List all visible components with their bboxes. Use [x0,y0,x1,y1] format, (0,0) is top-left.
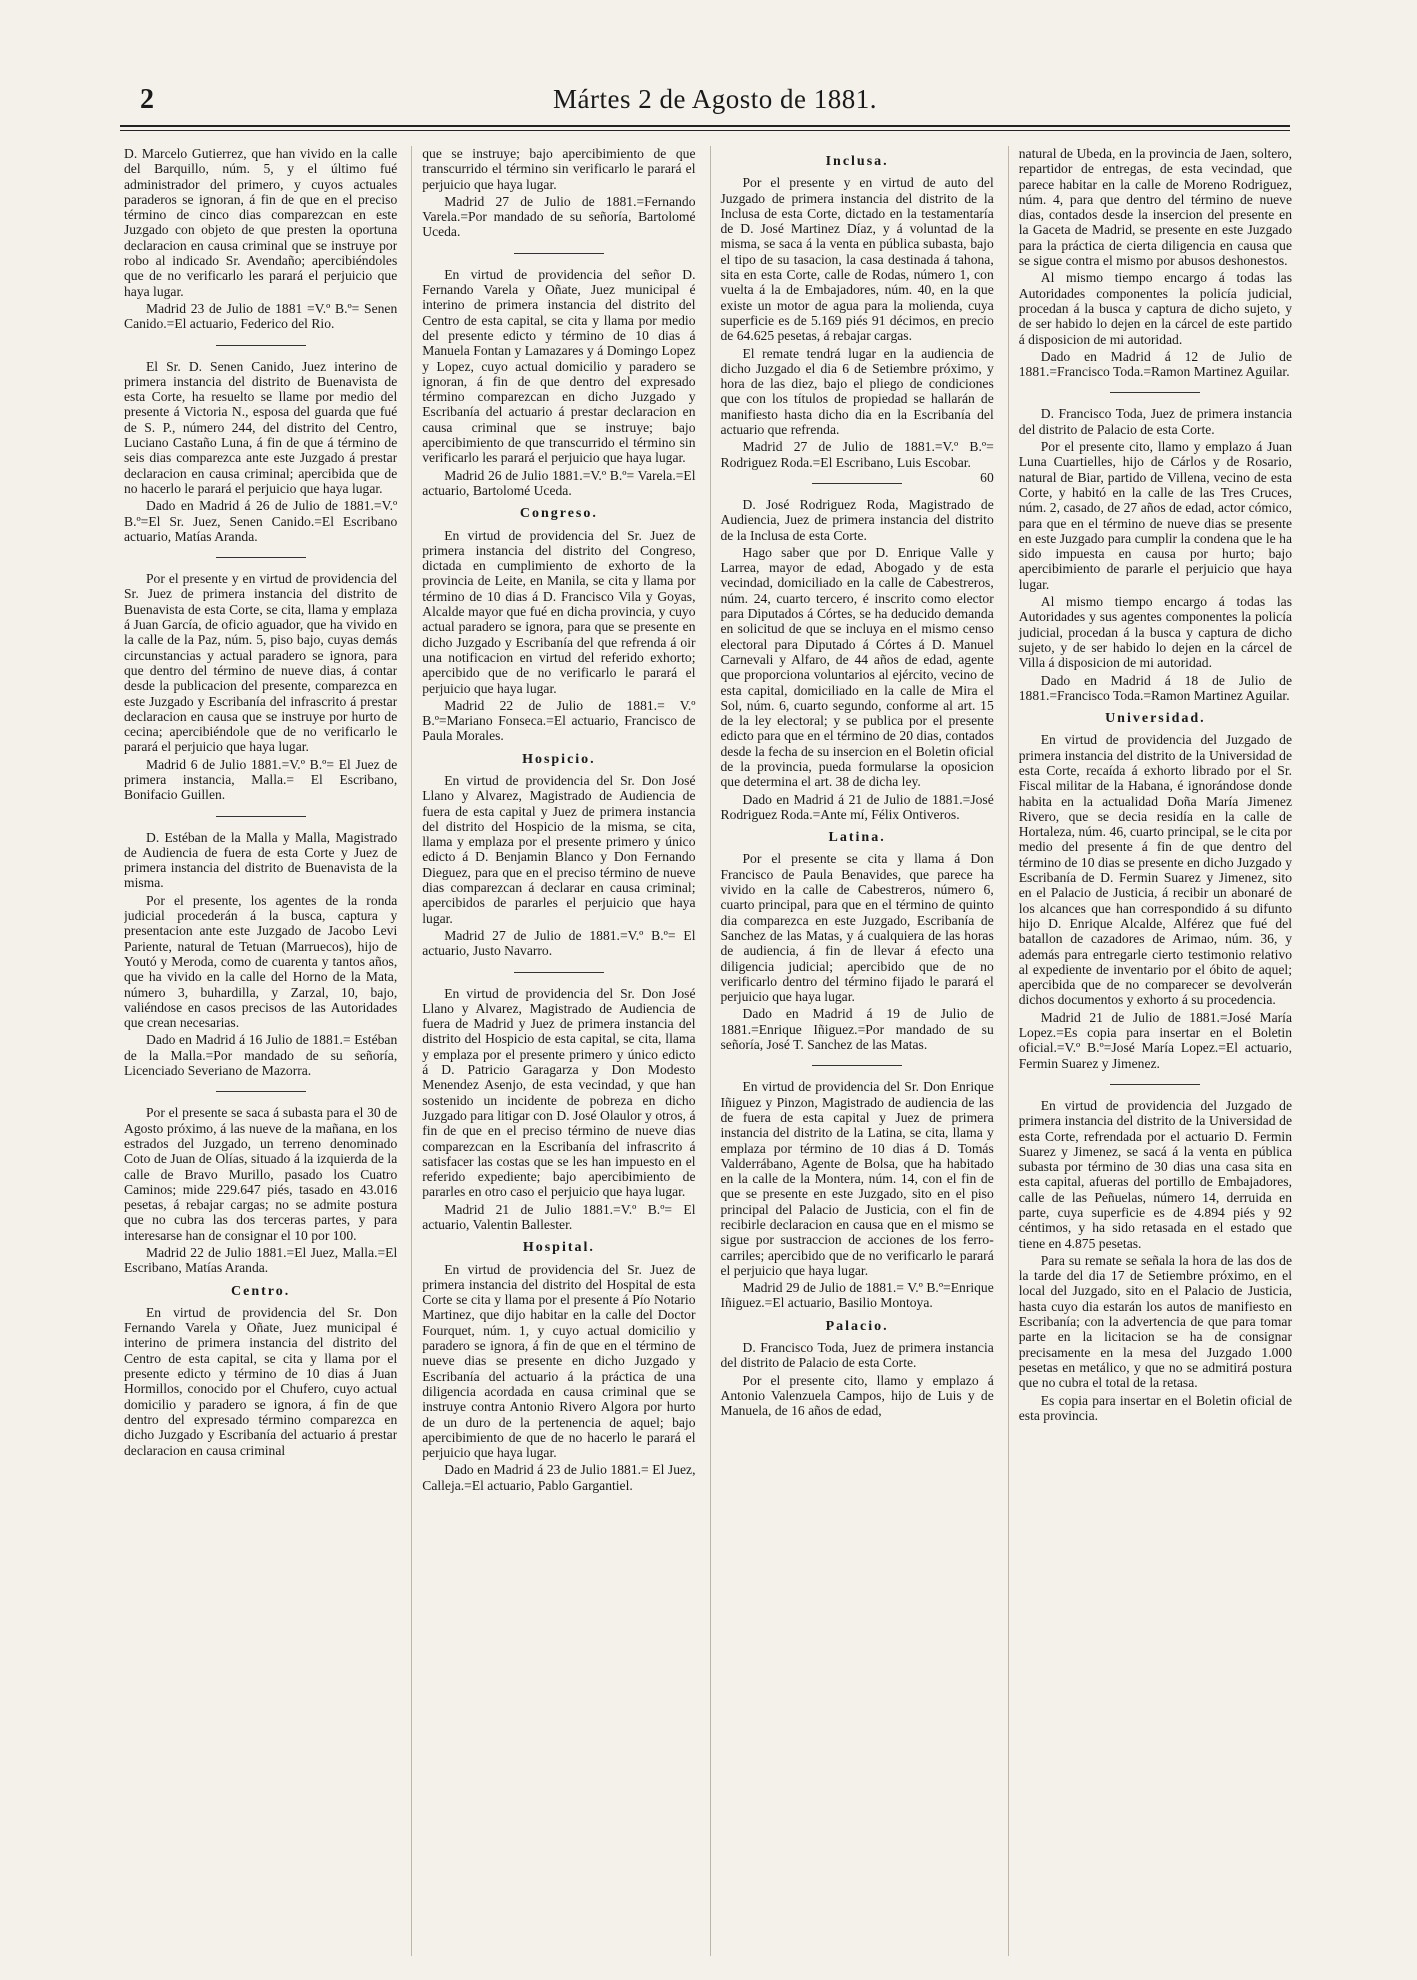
paragraph: En virtud de providencia del Sr. Juez de primera instancia del distrito del Hospital de esta Corte se cita y llama por el presente á Pío Notario Martinez, que dijo habitar en la calle del Doctor Fourquet, núm. 1, y cuyo actual domicilio y paradero se ignora, á fin de que en el término de nueve dias se presente en dicho Juzgado y Escribanía del actuario á la práctica de una diligencia acordada en causa criminal que se instruye contra Antonio Rivero Algora por hurto de un duro de la pertenencia de aquel; bajo apercibimiento de que de no hacerlo le parará el perjuicio que haya lugar. [422,1261,696,1461]
paragraph: Madrid 23 de Julio de 1881 =V.º B.º= Senen Canido.=El actuario, Federico del Rio. [124,300,398,332]
paragraph: En virtud de providencia del Sr. Don Enrique Iñiguez y Pinzon, Magistrado de audiencia de las de fuera de esta capital y Juez de primera instancia del distrito de la Latina, se cita, llama y emplaza por término de 10 dias á D. Tomás Valderrábano, Agente de Bolsa, que ha habitado en la calle de la Montera, núm. 14, con el fin de que se presente en este Juzgado, sito en el piso principal del Palacio de Justicia, con el fin de recibirle declaracion en causa que en el mismo se sigue por sustraccion de acciones de los ferro-carriles; apercibido que de no verificarlo le parará el perjuicio que haya lugar. [720,1079,994,1278]
paragraph: Por el presente y en virtud de auto del Juzgado de primera instancia del distrito de la Inclusa de esta Corte, dictado en la testamentaría de D. José Martinez Díaz, y á voluntad de la misma, se saca á la venta en pública subasta, bajo el tipo de su tasacion, la casa destinada á tahona, sita en esta Corte, calle de Rodas, número 1, con vuelta á la de Embajadores, núm. 40, en la que existe un motor de agua para la molienda, cuya superficie es de 5.169 piés 91 décimos, en precio de 64.625 pesetas, á rebajar cargas. [720,175,994,344]
paragraph: Por el presente se cita y llama á Don Francisco de Paula Benavides, que parece ha vivido en la calle de Cabestreros, número 6, cuarto principal, para que en el término de quinto dia comparezca en este Juzgado, Escribanía de Sanchez de las Matas, y á cualquiera de las horas de audiencia, á fin de llevar á efecto una diligencia judicial; apercibido que de no verificarlo dentro del término fijado le parará el perjuicio que haya lugar. [720,851,994,1005]
paragraph: D. Francisco Toda, Juez de primera instancia del distrito de Palacio de esta Corte. [720,1340,994,1371]
paragraph-text: Madrid 27 de Julio de 1881.=V.º B.º= Rodriguez Roda.=El Escribano, Luis Escobar. [720,439,994,470]
paragraph: Madrid 21 de Julio 1881.=V.º B.º= El actuario, Valentin Ballester. [422,1201,696,1232]
separator-rule [812,483,902,484]
paragraph: Es copia para insertar en el Boletin oficial de esta provincia. [1018,1392,1292,1423]
paragraph: En virtud de providencia del señor D. Fernando Varela y Oñate, Juez municipal é interino de primera instancia del distrito del Centro de esta capital, se cita y llama por medio del presente edicto y término de 10 dias á Manuela Fontan y Lamazares y á Domingo Lopez y Lopez, cuyo actual domicilio y paradero se ignoran, á fin de que dentro del expresado término comparezcan en dicho Juzgado y Escribanía del actuario á prestar declaracion en causa criminal que se instruye; bajo apercibimiento de que transcurrido el término sin verificarlo les parará el perjuicio que haya lugar. [422,266,696,466]
paragraph: D. Estéban de la Malla y Malla, Magistrado de Audiencia de fuera de esta Corte y Juez de primera instancia del distrito de Buenavista de la misma. [124,829,398,891]
paragraph: Por el presente, los agentes de la ronda judicial procederán á la busca, captura y presentacion ante este Juzgado de Jacobo Levi Pariente, natural de Tetuan (Marruecos), hijo de Youtó y Meroda, como de cuarenta y tantos años, que ha vivido en la calle del Horno de la Mata, número 3, buhardilla, y Zarzal, 10, bajo, valiéndose en casos precisos de las Autoridades que crean necesarias. [124,892,398,1031]
paragraph: Dado en Madrid á 23 de Julio 1881.= El Juez, Calleja.=El actuario, Pablo Gargantiel. [422,1462,696,1493]
separator-rule [216,345,306,346]
paragraph: Dado en Madrid á 26 de Julio de 1881.=V.º B.º=El Sr. Juez, Senen Canido.=El Escribano actuario, Matías Aranda. [124,498,398,544]
section-heading: Hospicio. [522,751,596,767]
section-heading: Inclusa. [825,154,889,169]
page-number: 2 [140,84,154,115]
paragraph: D. Francisco Toda, Juez de primera instancia del distrito de Palacio de esta Corte. [1018,406,1292,437]
section-heading: Latina. [828,830,886,846]
section-heading: Hospital. [522,1240,595,1256]
paragraph: Madrid 27 de Julio de 1881.=Fernando Varela.=Por mandado de su señoría, Bartolomé Uceda. [422,193,696,240]
separator-rule [1110,1084,1200,1085]
paragraph: Madrid 27 de Julio de 1881.=V.º B.º= El actuario, Justo Navarro. [422,927,696,959]
paragraph: Madrid 6 de Julio 1881.=V.º B.º= El Juez de primera instancia, Malla.= El Escribano, Bonifacio Guillen. [124,756,398,803]
paragraph: D. José Rodriguez Roda, Magistrado de Audiencia, Juez de primera instancia del distrito de la Inclusa de esta Corte. [720,496,994,543]
paragraph: natural de Ubeda, en la provincia de Jaen, soltero, repartidor de entregas, de esta vecindad, que parece habitar en la calle de Moreno Rodriguez, núm. 4, para que dentro del término de nueve dias, contados desde la insercion del presente en la Gaceta de Madrid, se presente en este Juzgado para la práctica de cierta diligencia en causa que se sigue contra el mismo por abusos deshonestos. [1018,146,1292,269]
paragraph: En virtud de providencia del Sr. Don José Llano y Alvarez, Magistrado de Audiencia de fuera de Madrid y Juez de primera instancia del distrito del Hospicio de esta capital, se cita, llama y emplaza por el presente primero y único edicto á D. Patricio Garagarza y Don Modesto Menendez Asenjo, de esta vecindad, y que han sostenido un incidente de pobreza en dicho Juzgado para litigar con D. José Olaulor y otros, á fin de que en el preciso término de nueve dias comparezcan en la Escribanía del infrascrito á satisfacer las costas que se les han impuesto en el referido expediente; bajo apercibimiento de pararles en otro caso el perjuicio que haya lugar. [422,985,696,1200]
separator-rule [216,1091,306,1092]
paragraph: Madrid 29 de Julio de 1881.= V.º B.º=Enrique Iñiguez.=El actuario, Basilio Montoya. [720,1280,994,1311]
paragraph: Madrid 22 de Julio 1881.=El Juez, Malla.=El Escribano, Matías Aranda. [124,1245,398,1276]
paragraph: Por el presente cito, llamo y emplazo á Juan Luna Cuartielles, hijo de Cárlos y de Rosario, natural de Biar, partido de Villena, vecino de esta Corte, y habitó en la calle de las Tres Cruces, núm. 2, casado, de 27 años de edad, actor cómico, para que en el término de nueve dias se presente en este Juzgado para cumplir la condena que le ha sido impuesta en causa por hurto; bajo apercibimiento de pararle el perjuicio que haya lugar. [1018,439,1292,592]
paragraph: En virtud de providencia del Sr. Don Fernando Varela y Oñate, Juez municipal é interino de primera instancia del distrito del Centro de esta capital, se cita y llama por el presente edicto y término de 10 dias á Juan Hormillos, conocido por el Chufero, cuyo actual domicilio y paradero se ignora, á fin de que dentro del expresado término comparezca en dicho Juzgado y Escribanía del actuario á prestar declaracion en causa criminal [124,1304,398,1458]
paragraph: Dado en Madrid á 21 de Julio de 1881.=José Rodriguez Roda.=Ante mí, Félix Ontiveros. [720,791,994,822]
paragraph: que se instruye; bajo apercibimiento de que transcurrido el término sin verificarlo le parará el perjuicio que haya lugar. [422,146,696,192]
paragraph: Hago saber que por D. Enrique Valle y Larrea, mayor de edad, Abogado y de esta vecindad, domiciliado en la calle de Cabestreros, núm. 24, cuarto tercero, é inscrito como elector para Diputados á Córtes, se ha deducido demanda en solicitud de que se incluya en el mismo censo electoral para Diputado á Córtes á D. Manuel Carnevali y Alfaro, de 44 años de edad, agente que proporciona voluntarios al ejército, vecino de esta capital, domiciliado en la calle de Mira el Sol, núm. 6, cuarto segundo, conforme al art. 15 de la ley electoral; y se publica por el presente edicto para que en el término de 20 dias, contados desde la fecha de su insercion en el Boletin oficial de la provincia, pueda formularse la oposicion que determina el art. 38 de dicha ley. [720,544,994,790]
page-header [140,84,1290,124]
separator-rule [514,253,604,254]
header-rule [120,125,1290,127]
paragraph: Madrid 22 de Julio de 1881.= V.º B.º=Mariano Fonseca.=El actuario, Francisco de Paula Morales. [422,697,696,744]
paragraph: Por el presente y en virtud de providencia del Sr. Juez de primera instancia del distrito de Buenavista de esta Corte, se cita, llama y emplaza á Juan García, de oficio aguador, que ha vivido en la calle de la Paz, núm. 5, piso bajo, cuyas demás circunstancias y actual paradero se ignora, para que dentro del término de nueve dias, á contar desde la publicacion del presente, comparezca en este Juzgado y Escribanía del infrascrito á prestar declaracion en causa que se instruye por hurto de cecina; apercibiéndole que de no verificarlo le parará el perjuicio que haya lugar. [124,571,398,755]
separator-rule [1110,392,1200,393]
section-heading: Congreso. [519,506,598,522]
column-2 [411,146,695,1956]
column-3 [710,146,994,1956]
insertion-number: 60 [980,469,994,485]
paragraph: Por el presente se saca á subasta para el 30 de Agosto próximo, á las nueve de la mañana, en los estrados del Juzgado, un terreno denominado Coto de Juan de Olías, situado á la izquierda de la calle de Bravo Murillo, pasado los Cuatro Caminos; mide 229.647 piés, tasado en 43.016 pesetas, á rebajar cargas; no se admite postura que no cubra las dos terceras partes, y para interesarse han de consignar el 10 por 100. [124,1105,398,1243]
section-heading: Universidad. [1105,711,1206,727]
paragraph: Dado en Madrid á 19 de Julio de 1881.=Enrique Iñiguez.=Por mandado de su señoría, José T. Sanchez de las Matas. [720,1006,994,1053]
paragraph: Al mismo tiempo encargo á todas las Autoridades y sus agentes componentes la policía judicial, procedan á la busca y captura de dicho sujeto, y de ser habido lo dejen en la cárcel de Villa á disposicion de mi autoridad. [1018,594,1292,671]
paragraph: Madrid 26 de Julio 1881.=V.º B.º= Varela.=El actuario, Bartolomé Uceda. [422,467,696,498]
text-columns [124,146,1292,1956]
section-heading: Palacio. [825,1318,889,1334]
paragraph: En virtud de providencia del Juzgado de primera instancia del distrito de la Universidad de esta Corte, refrendada por el actuario D. Fermin Suarez y Jimenez, se sacá á la venta en pública subasta por término de 30 dias una casa sita en esta capital, afueras del portillo de Embajadores, calle de las Peñuelas, número 14, derruida en parte, cuya superficie es de 4.894 piés y 92 céntimos, y ha sido retasada en el estado que tiene en 4.875 pesetas. [1018,1097,1292,1251]
separator-rule [216,816,306,817]
column-1 [124,146,397,1956]
paragraph: El Sr. D. Senen Canido, Juez interino de primera instancia del distrito de Buenavista de esta Corte, ha resuelto se llame por medio del presente á Victoria N., esposa del guarda que fué de S. P., número 244, del distrito del Centro, Luciano Castaño Luna, á fin de que á término de seis dias comparezca ante este Juzgado á prestar declaracion en causa criminal; apercibida que de no hacerlo le parará el perjuicio que haya lugar. [124,358,398,496]
paragraph: El remate tendrá lugar en la audiencia de dicho Juzgado el dia 6 de Setiembre próximo, y hora de las diez, bajo el pliego de condiciones que con los títulos de propiedad se hallarán de manifiesto hasta dicho dia en la Escribanía del actuario que refrenda. [720,345,994,438]
paragraph: Madrid 21 de Julio de 1881.=José María Lopez.=Es copia para insertar en el Boletin oficial.=V.º B.º=José María Lopez.=El actuario, Fermin Suarez y Jimenez. [1018,1009,1292,1071]
page-date-title: Mártes 2 de Agosto de 1881. [553,84,877,114]
column-4 [1008,146,1292,1956]
paragraph: En virtud de providencia del Juzgado de primera instancia del distrito de la Universidad de esta Corte, recaída á exhorto librado por el Sr. Fiscal militar de la Habana, é ignorándose donde habita en la actualidad Doña María Jimenez Rivero, que se decia residía en la calle de Hortaleza, núm. 46, cuarto principal, se le cita por medio del presente á fin de que dentro del término de 10 dias se presente en dicho Juzgado y Escribanía de D. Fermin Suarez y Jimenez, sito en el Palacio de Justicia, á recibir un abonaré de los alcances que han correspondido á su difunto hijo D. Enrique Alcalde, Alférez que fué del batallon de cazadores de Arimao, núm. 36, y además para entregarle cierto testimonio relativo al expediente de inventario por el óbito de aquel; apercibida que de no comparecer se devolverán dichos documentos y exhorto á su procedencia. [1018,732,1292,1008]
paragraph [720,439,994,485]
paragraph: Dado en Madrid á 12 de Julio de 1881.=Francisco Toda.=Ramon Martinez Aguilar. [1018,348,1292,380]
paragraph: Dado en Madrid á 18 de Julio de 1881.=Francisco Toda.=Ramon Martinez Aguilar. [1018,672,1292,703]
paragraph: En virtud de providencia del Sr. Juez de primera instancia del distrito del Congreso, dictada en cumplimiento de exhorto de la provincia de Leite, en Manila, se cita y llama por término de 10 dias á D. Francisco Vila y Goyas, Alcalde mayor que fué en dicha provincia, y cuyo actual paradero se ignora, para que se presente en dicho Juzgado y Escribanía del que refrenda á oir una notificacion en virtud del referido exhorto; apercibido que de no verificarlo le parará el perjuicio que haya lugar. [422,527,696,696]
paragraph: Al mismo tiempo encargo á todas las Autoridades componentes la policía judicial, procedan á la busca y captura de dicho sujeto, y de ser habido lo dejen en la cárcel de este partido á disposicion de mi autoridad. [1018,270,1292,347]
paragraph: Por el presente cito, llamo y emplazo á Antonio Valenzuela Campos, hijo de Luis y de Manuela, de 16 años de edad, [720,1372,994,1419]
paragraph: Para su remate se señala la hora de las dos de la tarde del dia 17 de Setiembre próximo, en el local del Juzgado, sito en el Palacio de Justicia, hasta cuyo dia estarán los autos de manifiesto en Escribanía; con la advertencia de que para tomar parte en la licitacion se ha de consignar precisamente en la mesa del Juzgado 1.000 pesetas en metálico, y que no se admitirá postura que no cubra el total de la retasa. [1018,1252,1292,1391]
paragraph: D. Marcelo Gutierrez, que han vivido en la calle del Barquillo, núm. 5, y el último fué administrador del primero, y cuyos actuales paraderos se ignoran, á fin de que en el preciso término de cinco dias comparezcan en este Juzgado con objeto de que presten la oportuna declaracion en causa criminal que se instruye por robo al indicado Sr. Avendaño; apercibiéndoles que de no verificarlo les parará el perjuicio que haya lugar. [124,146,398,299]
separator-rule [216,557,306,558]
section-heading: Centro. [231,1283,291,1299]
separator-rule [812,1065,902,1066]
paragraph: En virtud de providencia del Sr. Don José Llano y Alvarez, Magistrado de Audiencia de fuera de esta capital y Juez de primera instancia del distrito del Hospicio de la misma, se cita, llama y emplaza por el presente primero y único edicto á D. Benjamin Blanco y Don Fernando Dieguez, para que en el preciso término de nueve dias comparezcan á declarar en causa criminal; apercibidos de pararles el perjuicio que haya lugar. [422,772,696,926]
paragraph: Dado en Madrid á 16 Julio de 1881.= Estéban de la Malla.=Por mandado de su señoría, Licenciado Severiano de Mazorra. [124,1032,398,1079]
header-rule-thin [120,130,1290,131]
separator-rule [514,972,604,973]
